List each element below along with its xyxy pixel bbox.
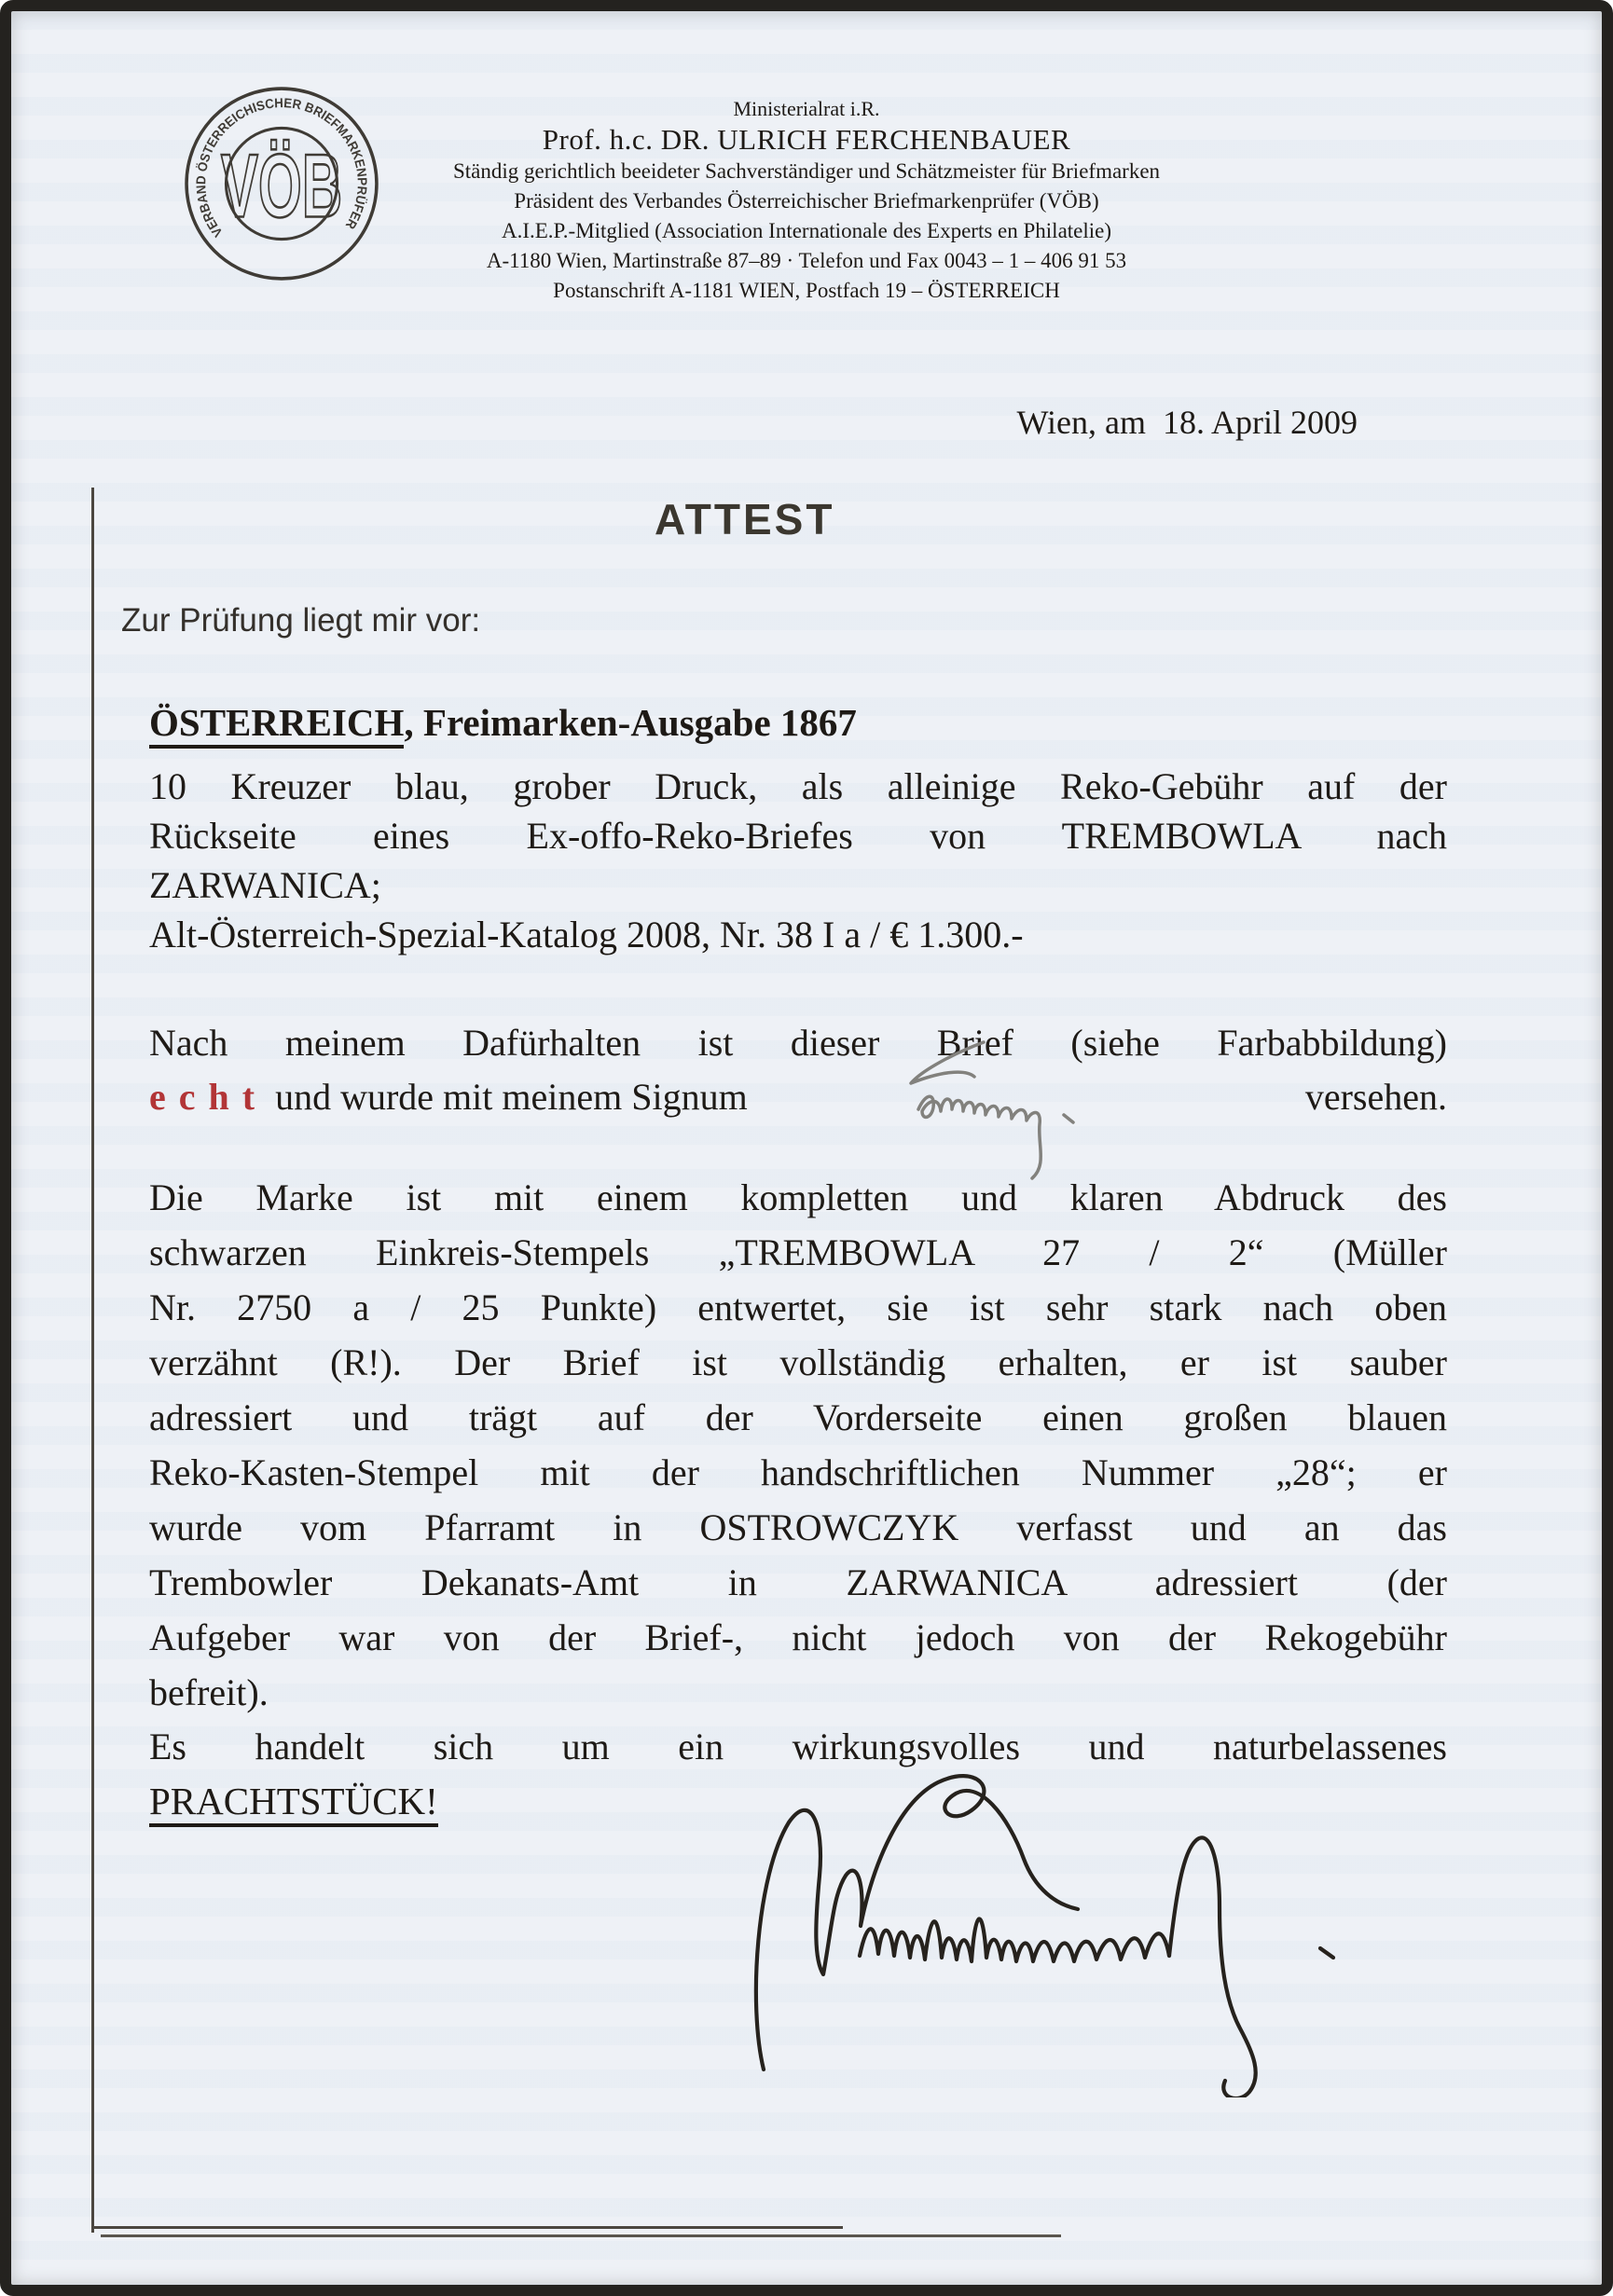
description-line: Trembowler Dekanats-Amt in ZARWANICA adressiert (der: [149, 1561, 1447, 1603]
signature-flourish-stroke: [1169, 1837, 1256, 2097]
description-line: Die Marke ist mit einem kompletten und klaren Abdruck des: [149, 1176, 1447, 1218]
subject-block: [149, 694, 1447, 959]
logo-monogram: VÖB: [220, 135, 343, 237]
finding-end: versehen.: [1304, 1076, 1447, 1118]
letterhead: [11, 95, 1602, 306]
description-line: verzähnt (R!). Der Brief ist vollständig erhalten, er ist sauber: [149, 1341, 1447, 1383]
signum-hook-stroke: [911, 1042, 984, 1083]
verdict-echt: e c h t: [149, 1076, 257, 1118]
letterhead-name: Prof. h.c. DR. ULRICH FERCHENBAUER: [542, 123, 1071, 156]
signum-tick: [1064, 1115, 1073, 1122]
description-line: befreit).: [149, 1671, 269, 1713]
signature-main-stroke: [756, 1776, 1078, 2069]
subject-line: 10 Kreuzer blau, grober Druck, als alleinige Reko-Gebühr auf der: [149, 765, 1447, 807]
subject-heading: [149, 694, 1447, 762]
subject-country: ÖSTERREICH: [149, 701, 404, 749]
finding-block: [149, 1016, 1447, 1124]
subject-issue: , Freimarken-Ausgabe 1867: [404, 701, 857, 744]
letterhead-address-line: Postanschrift A-1181 WIEN, Postfach 19 – ÖSTERREICH: [553, 279, 1060, 302]
signum-scribble-stroke: [918, 1096, 1041, 1178]
description-line: adressiert und trägt auf der Vorderseite einen großen blauen: [149, 1396, 1447, 1438]
intro-label: Zur Prüfung liegt mir vor:: [121, 602, 481, 639]
letterhead-role-line: A.I.E.P.-Mitglied (Association Internationale des Experts en Philatelie): [501, 219, 1112, 242]
letterhead-role-line: Präsident des Verbandes Österreichischer Briefmarkenprüfer (VÖB): [514, 189, 1099, 213]
dateline: Wien, am 18. April 2009: [1016, 404, 1358, 441]
description-block: [149, 1170, 1447, 1720]
description-line: Nr. 2750 a / 25 Punkte) entwertet, sie ist sehr stark nach oben: [149, 1286, 1447, 1328]
description-line: wurde vom Pfarramt in OSTROWCZYK verfasst und an das: [149, 1506, 1447, 1548]
subject-line: Rückseite eines Ex-offo-Reko-Briefes von TREMBOWLA nach: [149, 815, 1447, 857]
description-line: Reko-Kasten-Stempel mit der handschriftlichen Nummer „28“; er: [149, 1451, 1447, 1493]
letterhead-role-line: Ständig gerichtlich beeideter Sachverständiger und Schätzmeister für Briefmarken: [452, 159, 1161, 183]
signature-tick: [1320, 1948, 1333, 1958]
left-border-rule: [91, 488, 94, 2233]
subject-line: Alt-Österreich-Spezial-Katalog 2008, Nr. 38 I a / € 1.300.-: [149, 914, 1024, 956]
signature-letter-band-stroke: [860, 1918, 1169, 1961]
closing-line: Es handelt sich um ein wirkungsvolles und naturbelassenes: [149, 1725, 1447, 1767]
description-line: Aufgeber war von der Brief-, nicht jedoch von der Rekogebühr: [149, 1616, 1447, 1658]
letterhead-pretitle: Ministerialrat i.R.: [733, 97, 880, 120]
bottom-border-rule-echo: [101, 2234, 1061, 2237]
logo-ring-text: VERBAND ÖSTERREICHISCHER BRIEFMARKENPRÜFER: [193, 94, 370, 241]
expert-signature: [740, 1725, 1384, 2097]
subject-line: ZARWANICA;: [149, 864, 381, 906]
letterhead-address-line: A-1180 Wien, Martinstraße 87–89 · Telefon und Fax 0043 – 1 – 406 91 53: [486, 249, 1127, 272]
finding-mid: und wurde mit meinem Signum: [275, 1076, 748, 1118]
bottom-border-rule: [91, 2226, 843, 2229]
closing-highlight: PRACHTSTÜCK!: [149, 1780, 438, 1827]
finding-line: Nach meinem Dafürhalten ist dieser Brief (siehe Farbabbildung): [149, 1022, 1447, 1064]
finding-left: [149, 1070, 748, 1124]
description-line: schwarzen Einkreis-Stempels „TREMBOWLA 27 / 2“ (Müller: [149, 1231, 1447, 1273]
document-title: ATTEST: [655, 495, 835, 543]
finding-line: [149, 1070, 1447, 1124]
